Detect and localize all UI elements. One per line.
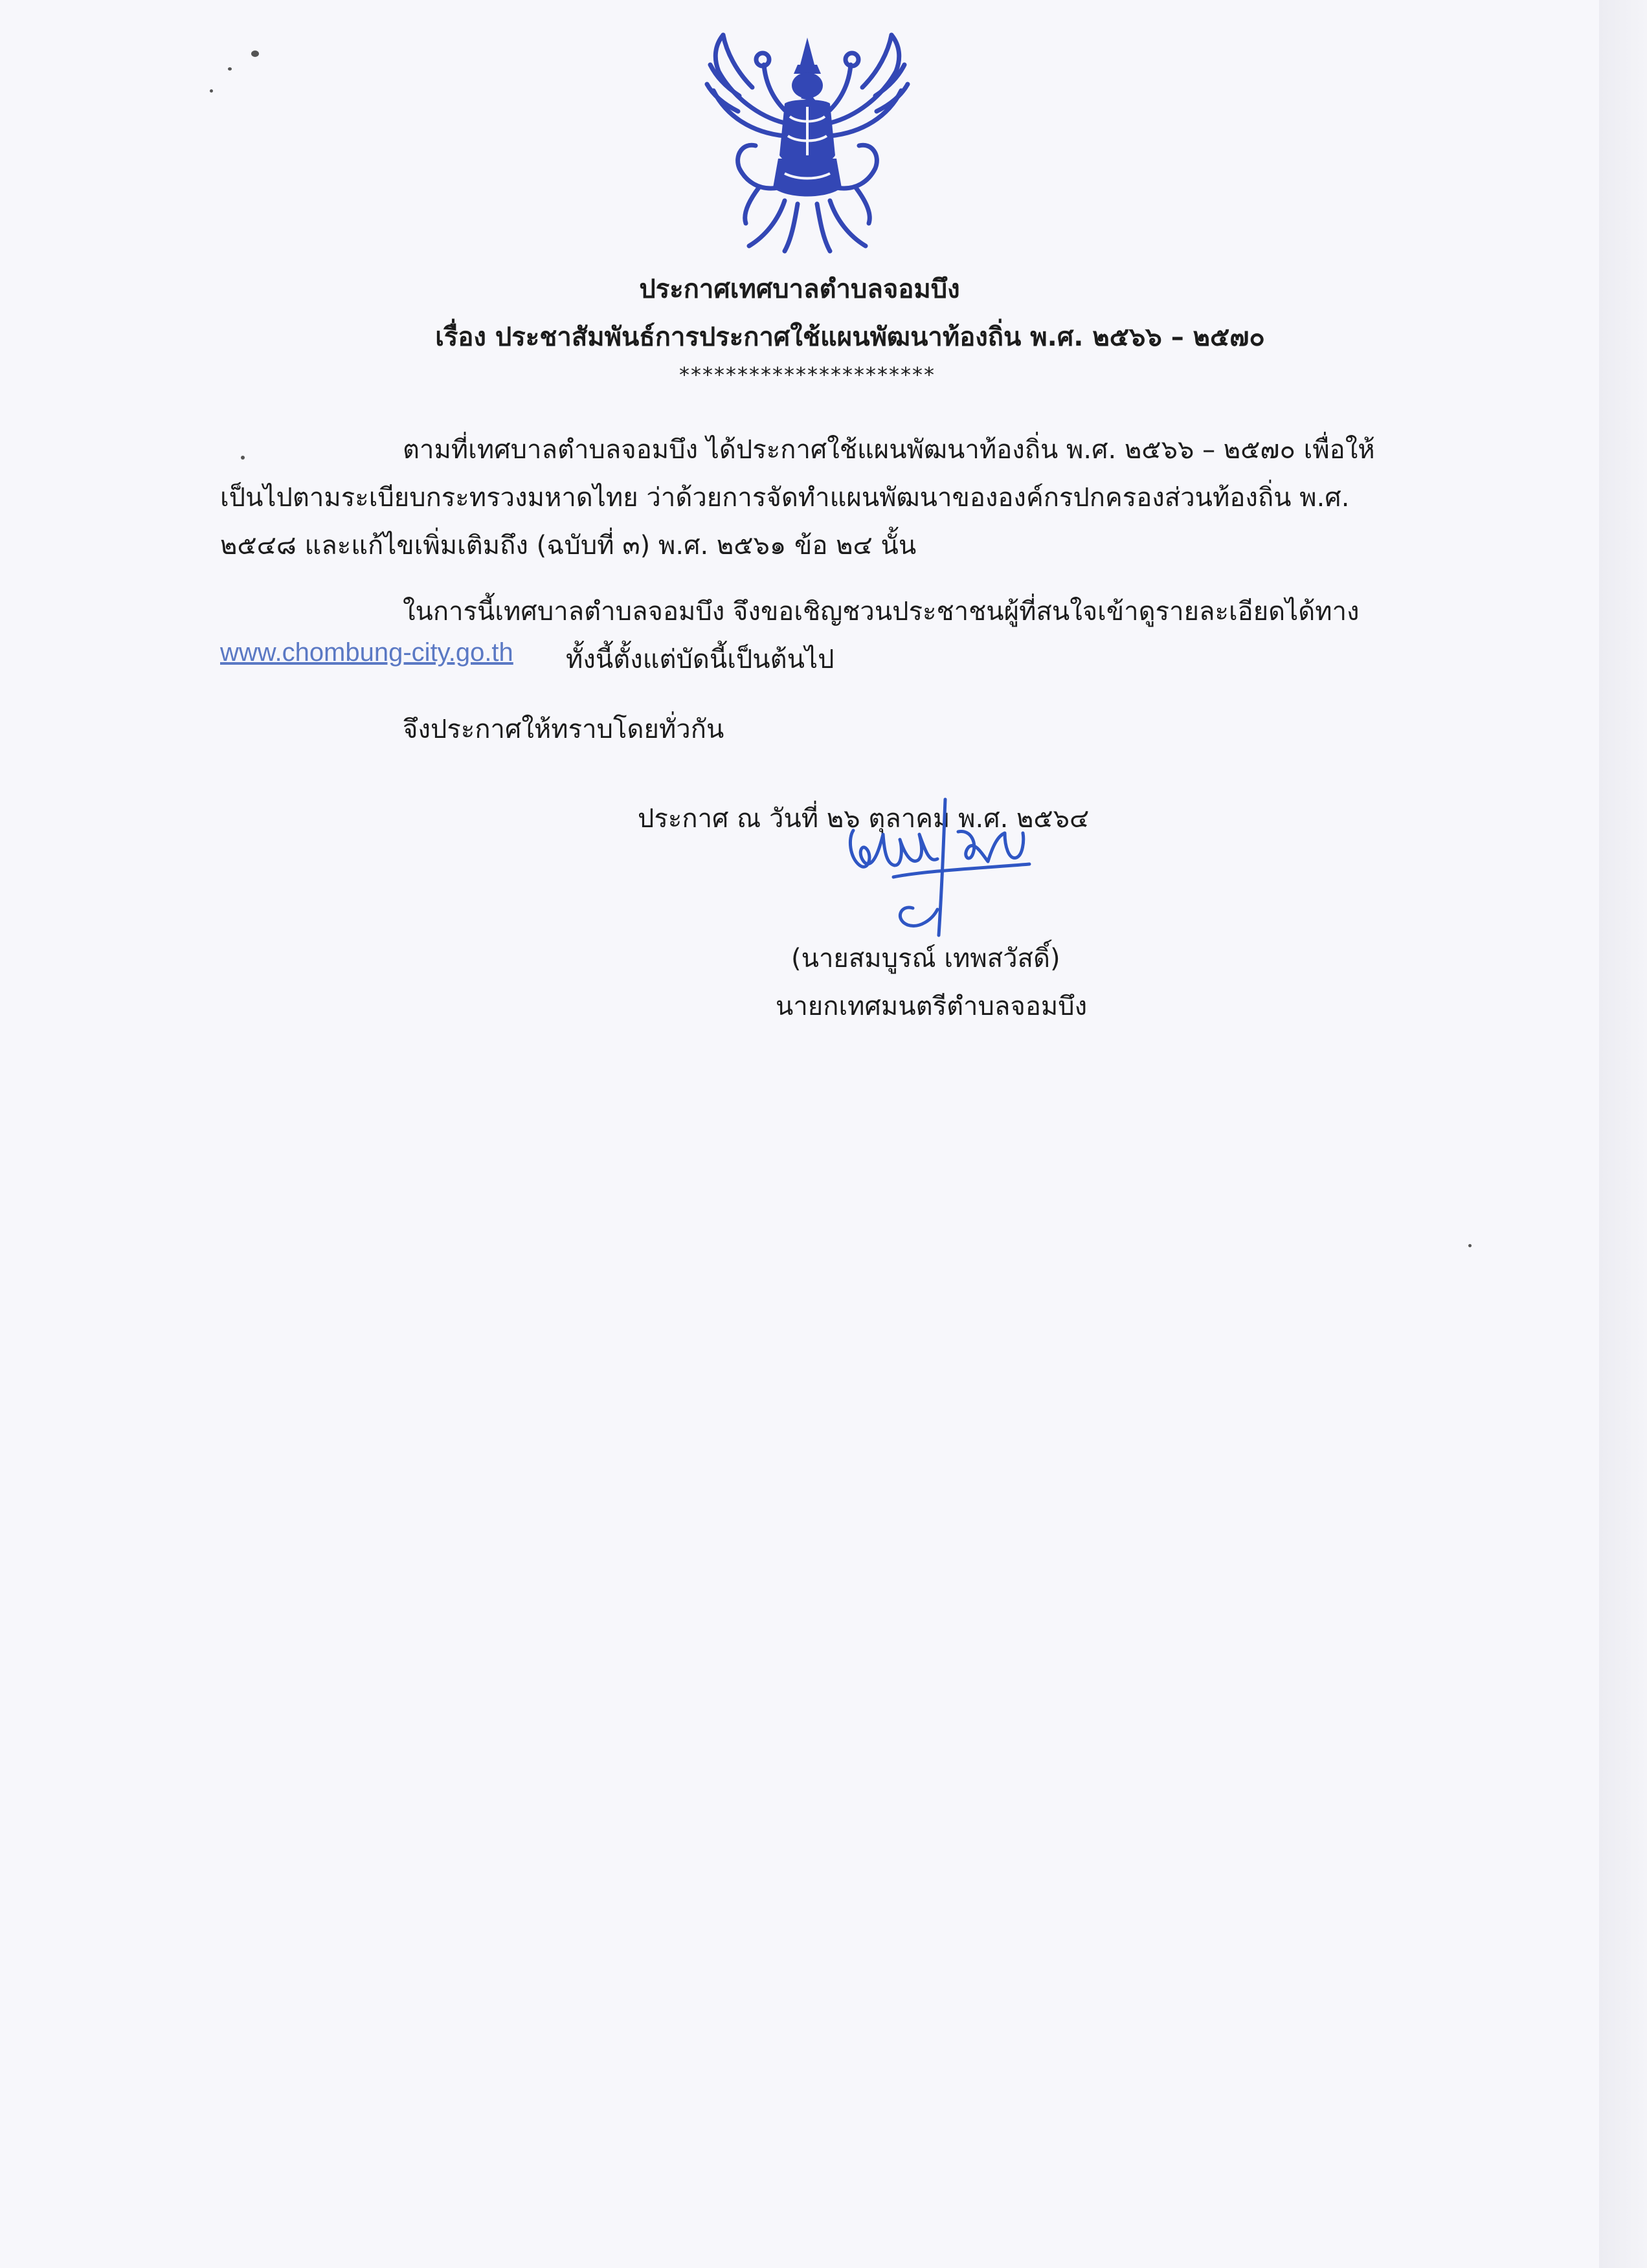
signer-name: (นายสมบูรณ์ เทพสวัสดิ์) bbox=[791, 944, 1060, 973]
signer-position: นายกเทศมนตรีตำบลจอมบึง bbox=[776, 992, 1088, 1021]
announcement-subject: เรื่อง ประชาสัมพันธ์การประกาศใช้แผนพัฒนาท้องถิ่น พ.ศ. ๒๕๖๖ – ๒๕๗๐ bbox=[435, 322, 1265, 352]
website-link[interactable]: www.chombung-city.go.th bbox=[220, 638, 513, 667]
paragraph-2-line-2: ทั้งนี้ตั้งแต่บัดนี้เป็นต้นไป bbox=[566, 645, 835, 674]
scan-speck bbox=[251, 50, 259, 57]
garuda-emblem-icon bbox=[688, 26, 927, 256]
scan-speck bbox=[228, 67, 232, 71]
scan-speck bbox=[1468, 1244, 1472, 1247]
announcement-title: ประกาศเทศบาลตำบลจอมบึง bbox=[639, 274, 960, 304]
paragraph-1-line-3: ๒๕๔๘ และแก้ไขเพิ่มเติมถึง (ฉบับที่ ๓) พ.ศ. ๒๕๖๑ ข้อ ๒๔ นั้น bbox=[220, 531, 917, 561]
scan-speck bbox=[210, 89, 213, 93]
paragraph-2-line-1: ในการนี้เทศบาลตำบลจอมบึง จึงขอเชิญชวนประชาชนผู้ที่สนใจเข้าดูรายละเอียดได้ทาง bbox=[403, 597, 1360, 627]
paragraph-1-line-2: เป็นไปตามระเบียบกระทรวงมหาดไทย ว่าด้วยการจัดทำแผนพัฒนาขององค์กรปกครองส่วนท้องถิ่น พ.ศ. bbox=[220, 483, 1350, 513]
closing-statement: จึงประกาศให้ทราบโดยทั่วกัน bbox=[403, 715, 724, 744]
announcement-date: ประกาศ ณ วันที่ ๒๖ ตุลาคม พ.ศ. ๒๕๖๔ bbox=[638, 804, 1090, 834]
separator-asterisks: ********************** bbox=[679, 362, 936, 387]
paragraph-1-line-1: ตามที่เทศบาลตำบลจอมบึง ได้ประกาศใช้แผนพัฒนาท้องถิ่น พ.ศ. ๒๕๖๖ – ๒๕๗๐ เพื่อให้ bbox=[403, 435, 1375, 465]
scan-speck bbox=[241, 456, 245, 460]
